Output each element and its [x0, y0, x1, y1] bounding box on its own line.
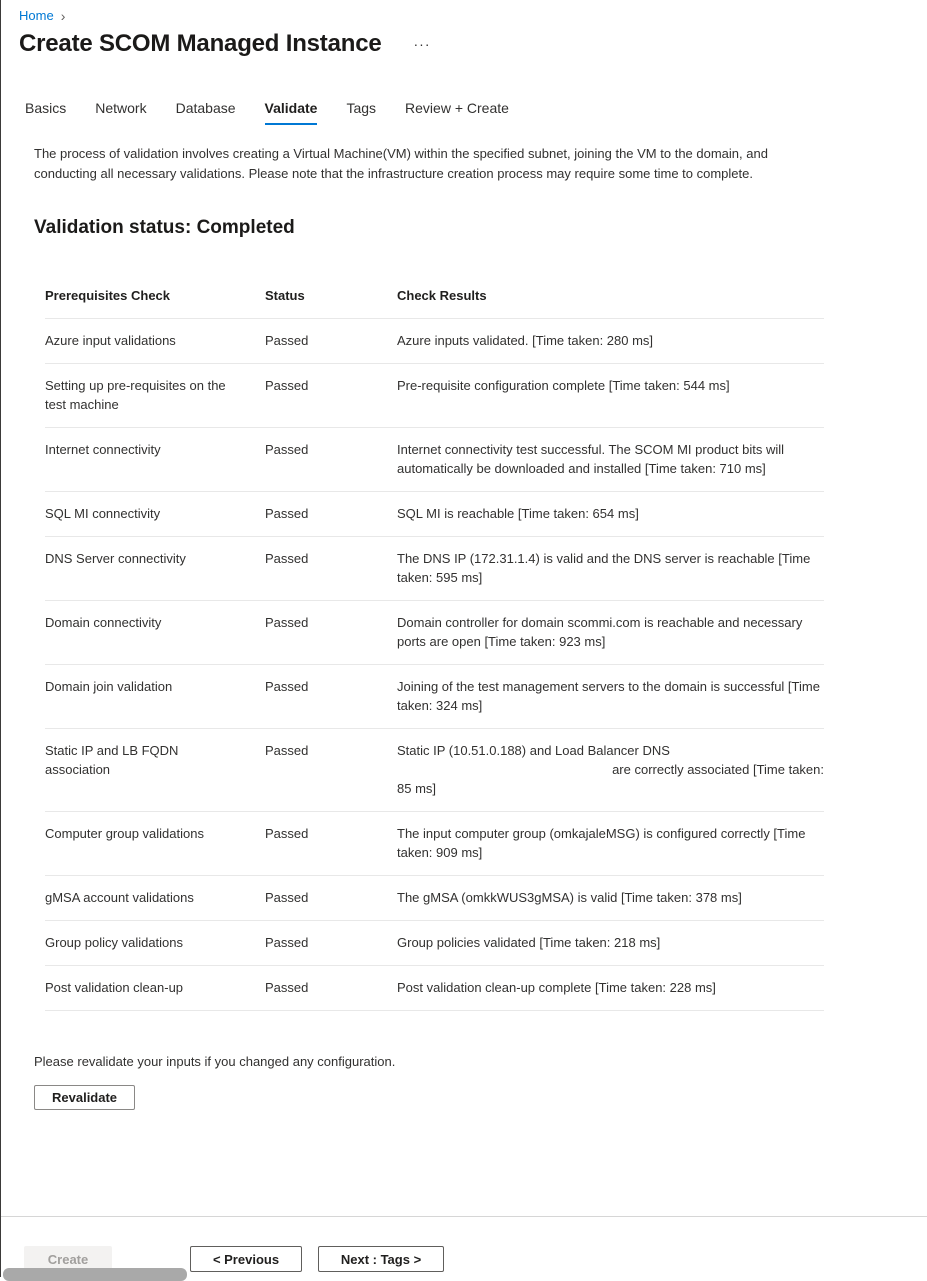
table-row: [45, 364, 824, 428]
cell-check-results: Internet connectivity test successful. The SCOM MI product bits will automatically be downloaded and installed [Time taken: 710 ms]: [397, 428, 824, 492]
cell-prerequisites-check: Domain connectivity: [45, 601, 265, 665]
cell-prerequisites-check: Computer group validations: [45, 812, 265, 876]
cell-prerequisites-check: Setting up pre-requisites on the test machine: [45, 364, 265, 428]
cell-prerequisites-check: Internet connectivity: [45, 428, 265, 492]
tab-network[interactable]: Network: [95, 100, 147, 116]
breadcrumb-home-link[interactable]: Home: [19, 8, 54, 23]
table-header-row: [45, 280, 824, 319]
cell-status: Passed: [265, 428, 397, 492]
table-row: [45, 537, 824, 601]
next-tags-button[interactable]: Next : Tags >: [318, 1246, 444, 1272]
validation-description: The process of validation involves creating a Virtual Machine(VM) within the specified subnet, joining the VM to the domain, and conducting all necessary validations. Please note that the infrastructure creation process may require some time to complete.: [34, 146, 768, 181]
cell-check-results: Azure inputs validated. [Time taken: 280 ms]: [397, 319, 824, 364]
cell-check-results: Group policies validated [Time taken: 218 ms]: [397, 921, 824, 966]
validation-status-heading: Validation status: Completed: [34, 217, 295, 238]
table-row: [45, 319, 824, 364]
cell-status: Passed: [265, 319, 397, 364]
cell-check-results: SQL MI is reachable [Time taken: 654 ms]: [397, 492, 824, 537]
cell-status: Passed: [265, 729, 397, 812]
table-row: [45, 428, 824, 492]
cell-prerequisites-check: Azure input validations: [45, 319, 265, 364]
cell-prerequisites-check: DNS Server connectivity: [45, 537, 265, 601]
tab-validate[interactable]: Validate: [265, 100, 318, 125]
cell-check-results: The gMSA (omkkWUS3gMSA) is valid [Time taken: 378 ms]: [397, 876, 824, 921]
more-options-icon[interactable]: ···: [413, 36, 431, 52]
validation-table-body: [45, 319, 824, 1011]
cell-check-results: Joining of the test management servers to the domain is successful [Time taken: 324 ms]: [397, 665, 824, 729]
column-header-prerequisites-check: Prerequisites Check: [45, 280, 265, 319]
cell-check-results: The input computer group (omkajaleMSG) is configured correctly [Time taken: 909 ms]: [397, 812, 824, 876]
column-header-status: Status: [265, 280, 397, 319]
page-title: Create SCOM Managed Instance: [19, 30, 382, 57]
revalidate-note: Please revalidate your inputs if you changed any configuration.: [34, 1054, 396, 1069]
tab-basics[interactable]: Basics: [25, 100, 67, 116]
tab-database[interactable]: Database: [175, 100, 236, 116]
cell-check-results: Domain controller for domain scommi.com is reachable and necessary ports are open [Time taken: 923 ms]: [397, 601, 824, 665]
cell-prerequisites-check: SQL MI connectivity: [45, 492, 265, 537]
title-row: [19, 30, 927, 58]
table-row: [45, 966, 824, 1011]
cell-status: Passed: [265, 601, 397, 665]
table-row: [45, 729, 824, 812]
table-row: [45, 876, 824, 921]
previous-button[interactable]: < Previous: [190, 1246, 302, 1272]
table-row: [45, 665, 824, 729]
tab-tags[interactable]: Tags: [346, 100, 377, 116]
cell-check-results: [397, 729, 824, 812]
cell-status: Passed: [265, 921, 397, 966]
tab-review-create[interactable]: Review + Create: [405, 100, 509, 116]
cell-prerequisites-check: Group policy validations: [45, 921, 265, 966]
table-row: [45, 492, 824, 537]
chevron-right-icon: ›: [60, 7, 66, 24]
cell-status: Passed: [265, 665, 397, 729]
table-row: [45, 921, 824, 966]
cell-check-results: The DNS IP (172.31.1.4) is valid and the DNS server is reachable [Time taken: 595 ms]: [397, 537, 824, 601]
cell-prerequisites-check: Post validation clean-up: [45, 966, 265, 1011]
check-result-line: 85 ms]: [397, 781, 437, 796]
cell-prerequisites-check: gMSA account validations: [45, 876, 265, 921]
validation-table: [45, 280, 824, 1011]
cell-check-results: Pre-requisite configuration complete [Time taken: 544 ms]: [397, 364, 824, 428]
cell-prerequisites-check: Domain join validation: [45, 665, 265, 729]
cell-check-results: Post validation clean-up complete [Time taken: 228 ms]: [397, 966, 824, 1011]
check-result-line: Static IP (10.51.0.188) and Load Balancer DNS: [397, 743, 670, 758]
create-button[interactable]: Create: [24, 1246, 112, 1272]
cell-status: Passed: [265, 966, 397, 1011]
cell-status: Passed: [265, 492, 397, 537]
table-row: [45, 601, 824, 665]
cell-status: Passed: [265, 876, 397, 921]
revalidate-button[interactable]: Revalidate: [34, 1085, 135, 1110]
tab-bar: [25, 100, 927, 125]
cell-status: Passed: [265, 812, 397, 876]
table-row: [45, 812, 824, 876]
cell-status: Passed: [265, 537, 397, 601]
check-result-line: are correctly associated [Time taken:: [612, 762, 824, 777]
breadcrumb: [1, 0, 927, 23]
cell-status: Passed: [265, 364, 397, 428]
cell-prerequisites-check: Static IP and LB FQDN association: [45, 729, 265, 812]
horizontal-scrollbar-thumb[interactable]: [3, 1268, 187, 1281]
column-header-check-results: Check Results: [397, 280, 824, 319]
